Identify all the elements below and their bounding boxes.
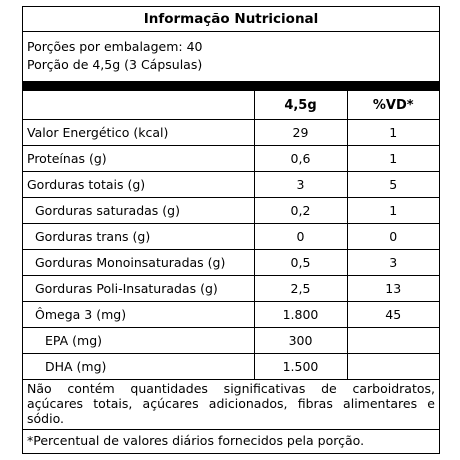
table-row (23, 276, 439, 302)
header-label-cell (23, 91, 254, 120)
separator-bar (23, 81, 439, 91)
nutrient-amount: 0,5 (254, 250, 347, 276)
nutrient-label: Proteínas (g) (23, 146, 254, 172)
table-row (23, 302, 439, 328)
nutrient-amount: 0 (254, 224, 347, 250)
nutrient-daily-value (347, 328, 439, 354)
nutrient-amount: 300 (254, 328, 347, 354)
nutrient-label: DHA (mg) (23, 354, 254, 380)
nutrient-amount: 2,5 (254, 276, 347, 302)
nutrient-label: EPA (mg) (23, 328, 254, 354)
nutrient-amount: 0,6 (254, 146, 347, 172)
nutrient-daily-value: 0 (347, 224, 439, 250)
nutrient-daily-value: 1 (347, 146, 439, 172)
nutrient-daily-value: 3 (347, 250, 439, 276)
nutrient-label: Ômega 3 (mg) (23, 302, 254, 328)
nutrient-amount: 1.800 (254, 302, 347, 328)
nutrient-amount: 0,2 (254, 198, 347, 224)
servings-per-package: Porções por embalagem: 40 (27, 39, 203, 54)
nutrition-table (23, 91, 439, 380)
nutrient-daily-value: 45 (347, 302, 439, 328)
nutrient-daily-value: 1 (347, 120, 439, 146)
nutrient-label: Valor Energético (kcal) (23, 120, 254, 146)
not-significant-text: Não contém quantidades significativas de carboidratos, açúcares totais, açúcares adicionados, fibras alimentares e sódio. (27, 381, 435, 426)
table-header-row (23, 91, 439, 120)
table-row (23, 146, 439, 172)
table-row (23, 328, 439, 354)
header-amount: 4,5g (254, 91, 347, 120)
daily-value-footnote: *Percentual de valores diários fornecidos pela porção. (27, 433, 365, 448)
table-row (23, 250, 439, 276)
nutrient-amount: 3 (254, 172, 347, 198)
portion-size: Porção de 4,5g (3 Cápsulas) (27, 57, 203, 72)
not-significant-note (23, 375, 439, 430)
table-row (23, 172, 439, 198)
table-row (23, 224, 439, 250)
nutrient-label: Gorduras trans (g) (23, 224, 254, 250)
nutrient-label: Gorduras Monoinsaturadas (g) (23, 250, 254, 276)
nutrient-label: Gorduras Poli-Insaturadas (g) (23, 276, 254, 302)
nutrient-daily-value: 13 (347, 276, 439, 302)
nutrient-amount: 1.500 (254, 354, 347, 380)
nutrient-daily-value: 5 (347, 172, 439, 198)
panel-title: Informação Nutricional (23, 7, 439, 32)
table-row (23, 198, 439, 224)
nutrition-facts-panel (22, 6, 440, 454)
nutrient-daily-value: 1 (347, 198, 439, 224)
nutrient-label: Gorduras totais (g) (23, 172, 254, 198)
header-daily-value: %VD* (347, 91, 439, 120)
nutrient-amount: 29 (254, 120, 347, 146)
servings-info (23, 31, 439, 82)
table-row (23, 120, 439, 146)
nutrient-label: Gorduras saturadas (g) (23, 198, 254, 224)
